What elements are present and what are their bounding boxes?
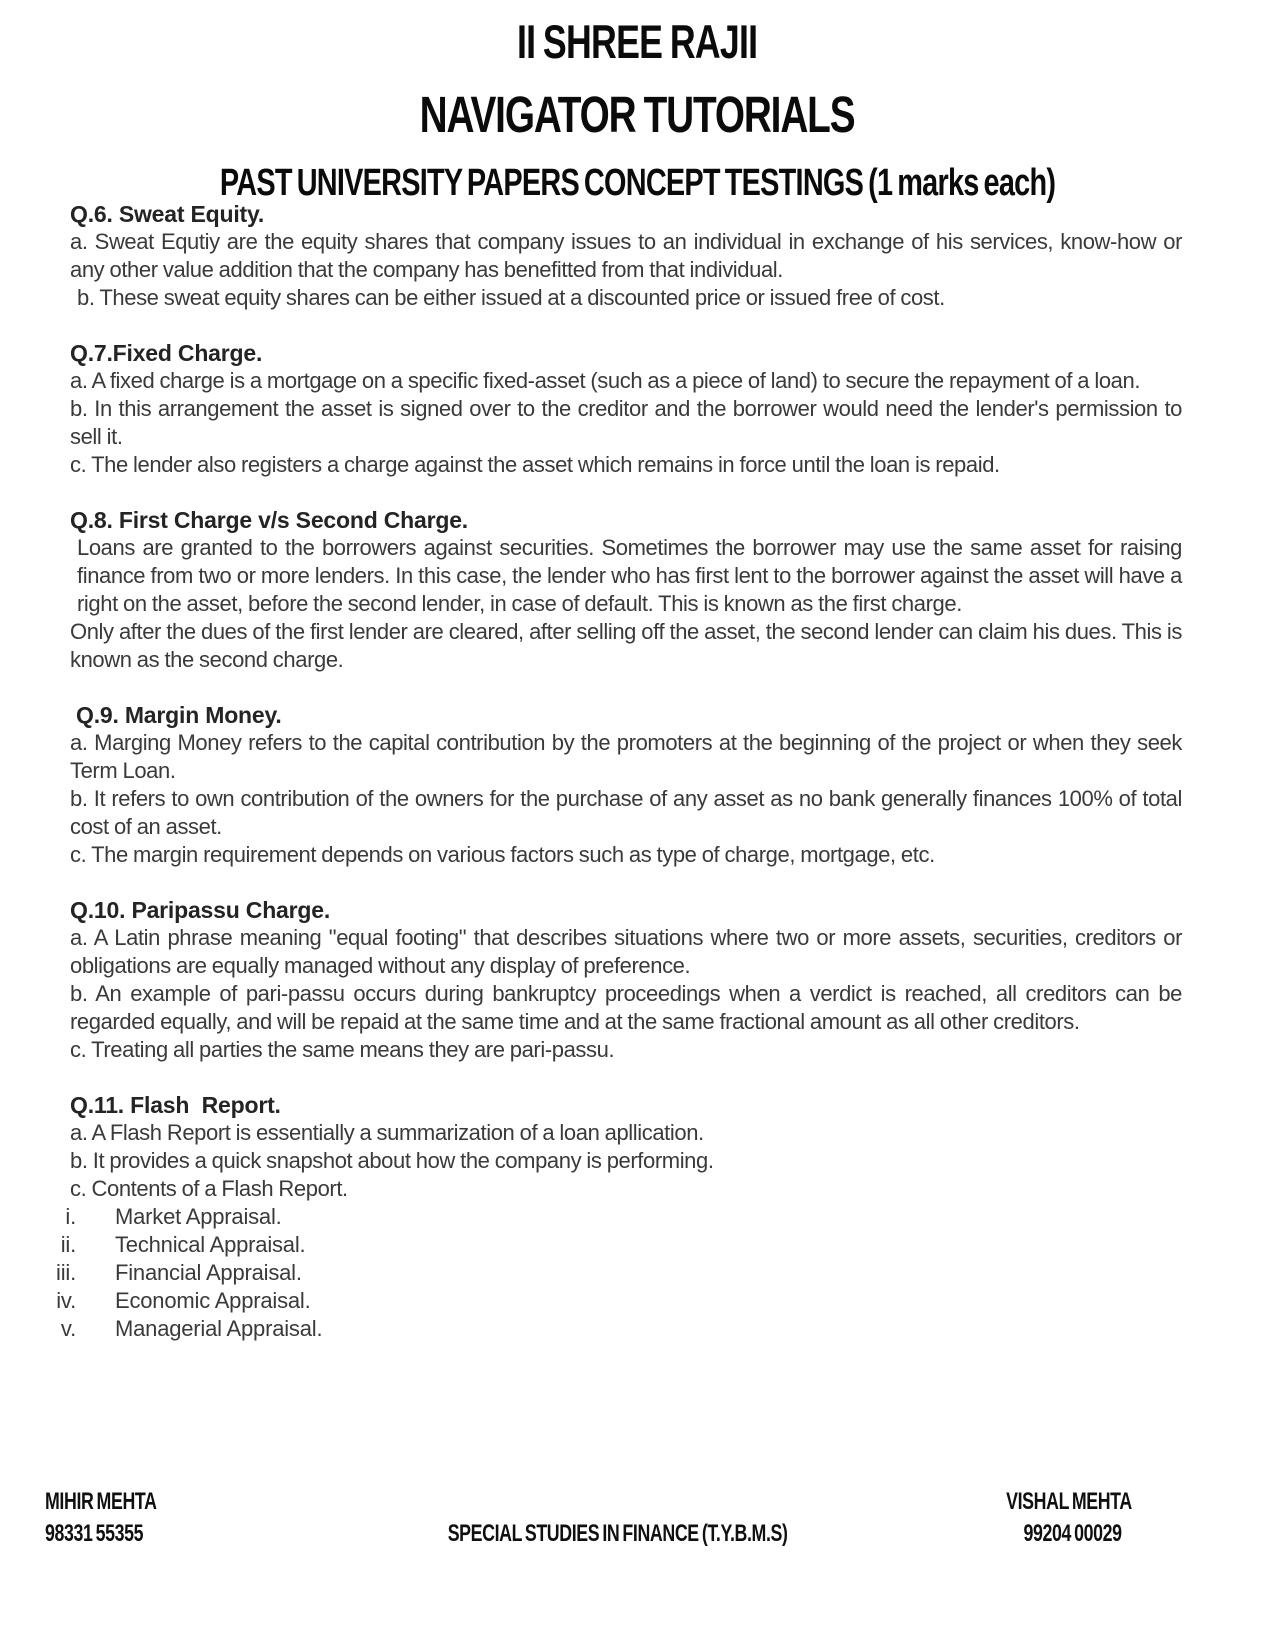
list-item-numeral: v. xyxy=(60,1316,76,1341)
list-item-label: Technical Appraisal. xyxy=(115,1232,306,1257)
title-line-3-text: PAST UNIVERSITY PAPERS CONCEPT TESTINGS (1 marks each) xyxy=(219,162,1056,204)
answer-paragraph: a. A Latin phrase meaning "equal footing" that describes situations where two or more assets, securities, creditors or obligations are equally managed without any display of preference. xyxy=(70,925,1182,978)
answer-paragraph: b. An example of pari-passu occurs during bankruptcy proceedings when a verdict is reached, all creditors can be regarded equally, and will be repaid at the same time and at the same fractional amount as all other creditors. xyxy=(70,981,1182,1034)
footer-subject-title xyxy=(388,1519,887,1551)
document-footer xyxy=(45,1487,1230,1551)
question-heading-q7: Q.7.Fixed Charge. xyxy=(70,340,263,366)
list-item-numeral: iii. xyxy=(56,1260,76,1285)
list-item xyxy=(40,1203,1182,1231)
footer-right-phone xyxy=(887,1519,1230,1551)
answer-paragraph: b. It provides a quick snapshot about how the company is performing. xyxy=(70,1148,714,1173)
answer-paragraph: c. The lender also registers a charge against the asset which remains in force until the loan is repaid. xyxy=(70,452,1000,477)
title-line-2 xyxy=(0,84,1275,159)
answer-paragraph: c. Treating all parties the same means they are pari-passu. xyxy=(70,1037,615,1062)
section-q6 xyxy=(70,200,1182,312)
answer-paragraph: a. Sweat Equtiy are the equity shares that company issues to an individual in exchange of his services, know-how or any other value addition that the company has benefitted from that individual. xyxy=(70,229,1182,282)
answer-paragraph: c. Contents of a Flash Report. xyxy=(70,1176,348,1201)
footer-phones-row xyxy=(45,1519,1230,1551)
footer-center-spacer xyxy=(427,1487,847,1519)
list-item-numeral: iv. xyxy=(56,1288,76,1313)
footer-right-phone-text: 99204 00029 xyxy=(1023,1520,1122,1547)
appraisal-list xyxy=(40,1203,1182,1343)
list-item-numeral: ii. xyxy=(60,1232,76,1257)
answer-paragraph: a. Marging Money refers to the capital contribution by the promoters at the beginning of the project or when they seek Term Loan. xyxy=(70,730,1182,783)
list-item xyxy=(40,1231,1182,1259)
list-item-label: Managerial Appraisal. xyxy=(115,1316,323,1341)
footer-right-name-text: VISHAL MEHTA xyxy=(1006,1488,1132,1515)
answer-paragraph: c. The margin requirement depends on various factors such as type of charge, mortgage, etc. xyxy=(70,842,935,867)
footer-left-name-text: MIHIR MEHTA xyxy=(45,1488,157,1515)
list-item-label: Financial Appraisal. xyxy=(115,1260,302,1285)
section-q10 xyxy=(70,896,1182,1064)
footer-names-row xyxy=(45,1487,1230,1519)
section-q8 xyxy=(70,506,1182,674)
list-item-label: Economic Appraisal. xyxy=(115,1288,311,1313)
answer-paragraph: b. In this arrangement the asset is signed over to the creditor and the borrower would need the lender's permission to sell it. xyxy=(70,396,1182,449)
footer-left-phone-text: 98331 55355 xyxy=(45,1520,144,1547)
question-heading-q8: Q.8. First Charge v/s Second Charge. xyxy=(70,507,468,533)
question-heading-q11: Q.11. Flash Report. xyxy=(70,1092,281,1118)
list-item xyxy=(40,1287,1182,1315)
answer-paragraph: Loans are granted to the borrowers against securities. Sometimes the borrower may use the same asset for raising finance from two or more lenders. In this case, the lender who has first lent to the borrower against the asset will have a right on the asset, before the second lender, in case of default. This is known as the first charge. xyxy=(77,535,1182,616)
section-q7 xyxy=(70,339,1182,479)
list-item xyxy=(40,1259,1182,1287)
question-heading-q9: Q.9. Margin Money. xyxy=(76,702,282,728)
section-q11 xyxy=(56,1091,1182,1343)
answer-paragraph: b. These sweat equity shares can be either issued at a discounted price or issued free of cost. xyxy=(77,285,945,310)
footer-left-phone xyxy=(45,1519,388,1551)
answer-paragraph: a. A Flash Report is essentially a summarization of a loan apllication. xyxy=(70,1120,704,1145)
answer-paragraph: a. A fixed charge is a mortgage on a specific fixed-asset (such as a piece of land) to secure the repayment of a loan. xyxy=(70,368,1141,393)
title-line-1 xyxy=(0,12,1275,84)
answer-paragraph: Only after the dues of the first lender are cleared, after selling off the asset, the second lender can claim his dues. This is known as the second charge. xyxy=(70,619,1182,672)
footer-left-name xyxy=(45,1487,427,1519)
document-body xyxy=(56,200,1182,1343)
question-heading-q10: Q.10. Paripassu Charge. xyxy=(70,897,331,923)
footer-right-name xyxy=(848,1487,1230,1519)
list-item-label: Market Appraisal. xyxy=(115,1204,282,1229)
section-q9 xyxy=(70,701,1182,869)
question-heading-q6: Q.6. Sweat Equity. xyxy=(70,201,265,227)
title-line-1-text: II SHREE RAJII xyxy=(517,15,758,68)
title-line-2-text: NAVIGATOR TUTORIALS xyxy=(420,86,855,143)
list-item xyxy=(40,1315,1182,1343)
document-header xyxy=(0,0,1275,215)
footer-subject-title-text: SPECIAL STUDIES IN FINANCE (T.Y.B.M.S) xyxy=(447,1520,788,1547)
list-item-numeral: i. xyxy=(65,1204,76,1229)
answer-paragraph: b. It refers to own contribution of the owners for the purchase of any asset as no bank generally finances 100% of total cost of an asset. xyxy=(70,786,1182,839)
